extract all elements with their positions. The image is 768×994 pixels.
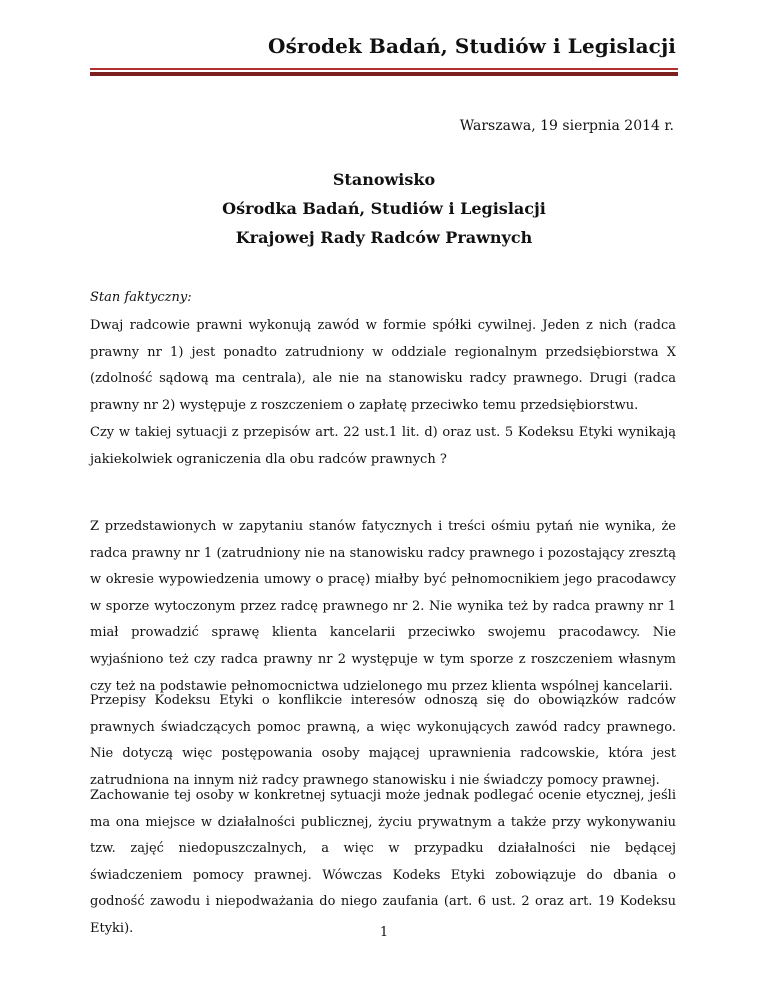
document-subtitle-line-2: Krajowej Rady Radców Prawnych [235,228,533,247]
facts-label: Stan faktyczny: [90,290,192,305]
paragraph: Czy w takiej sytuacji z przepisów art. 22 ust.1 lit. d) oraz ust. 5 Kodeksu Etyki wynikają jakiekolwiek ograniczenia dla obu radców prawnych ? [90,425,676,467]
paragraph: Z przedstawionych w zapytaniu stanów fatycznych i treści ośmiu pytań nie wynika, że radca prawny nr 1 (zatrudniony nie na stanowisku radcy prawnego i pozostający zresztą w okresie wypowiedzenia umowy o pracę) miałby być pełnomocnikiem jego pracodawcy w sporze wytoczonym przez radcę prawnego nr 2. Nie wynika też by radca prawny nr 1 miał prowadzić sprawę klienta kancelarii przeciwko swojemu pracodawcy. Nie wyjaśniono też czy radca prawny nr 2 występuje w tym sporze z roszczeniem własnym czy też na podstawie pełnomocnictwa udzielonego mu przez klienta wspólnej kancelarii. [90,519,676,694]
page-number: 1 [379,925,389,940]
paragraph: Przepisy Kodeksu Etyki o konflikcie interesów odnoszą się do obowiązków radców prawnych świadczących pomoc prawną, a więc wykonujących zawód radcy prawnego. Nie dotyczą więc postępowania osoby mającej uprawnienia radcowskie, która jest zatrudniona na innym niż radcy prawnego stanowisku i nie świadczy pomocy prawnej. [90,693,676,788]
document-title: Stanowisko [332,170,436,189]
header-rule-thick [90,72,678,76]
page-header-title: Ośrodek Badań, Studiów i Legislacji [268,34,676,58]
header-rule-thin [90,68,678,70]
document-date: Warszawa, 19 sierpnia 2014 r. [459,118,674,134]
paragraph: Dwaj radcowie prawni wykonują zawód w formie spółki cywilnej. Jeden z nich (radca prawny nr 1) jest ponadto zatrudniony w oddziale regionalnym przedsiębiorstwa X (zdolność sądową ma centrala), ale nie na stanowisku radcy prawnego. Drugi (radca prawny nr 2) występuje z roszczeniem o zapłatę przeciwko temu przedsiębiorstwu. [90,318,676,413]
paragraph: Zachowanie tej osoby w konkretnej sytuacji może jednak podlegać ocenie etycznej, jeśli ma ona miejsce w działalności publicznej, życiu prywatnym a także przy wykonywaniu tzw. zajęć niedopuszczalnych, a więc w przypadku działalności nie będącej świadczeniem pomocy prawnej. Wówczas Kodeks Etyki zobowiązuje do dbania o godność zawodu i niepodważania do niego zaufania (art. 6 ust. 2 oraz art. 19 Kodeksu Etyki). [90,788,676,936]
document-subtitle-line-1: Ośrodka Badań, Studiów i Legislacji [222,199,546,218]
